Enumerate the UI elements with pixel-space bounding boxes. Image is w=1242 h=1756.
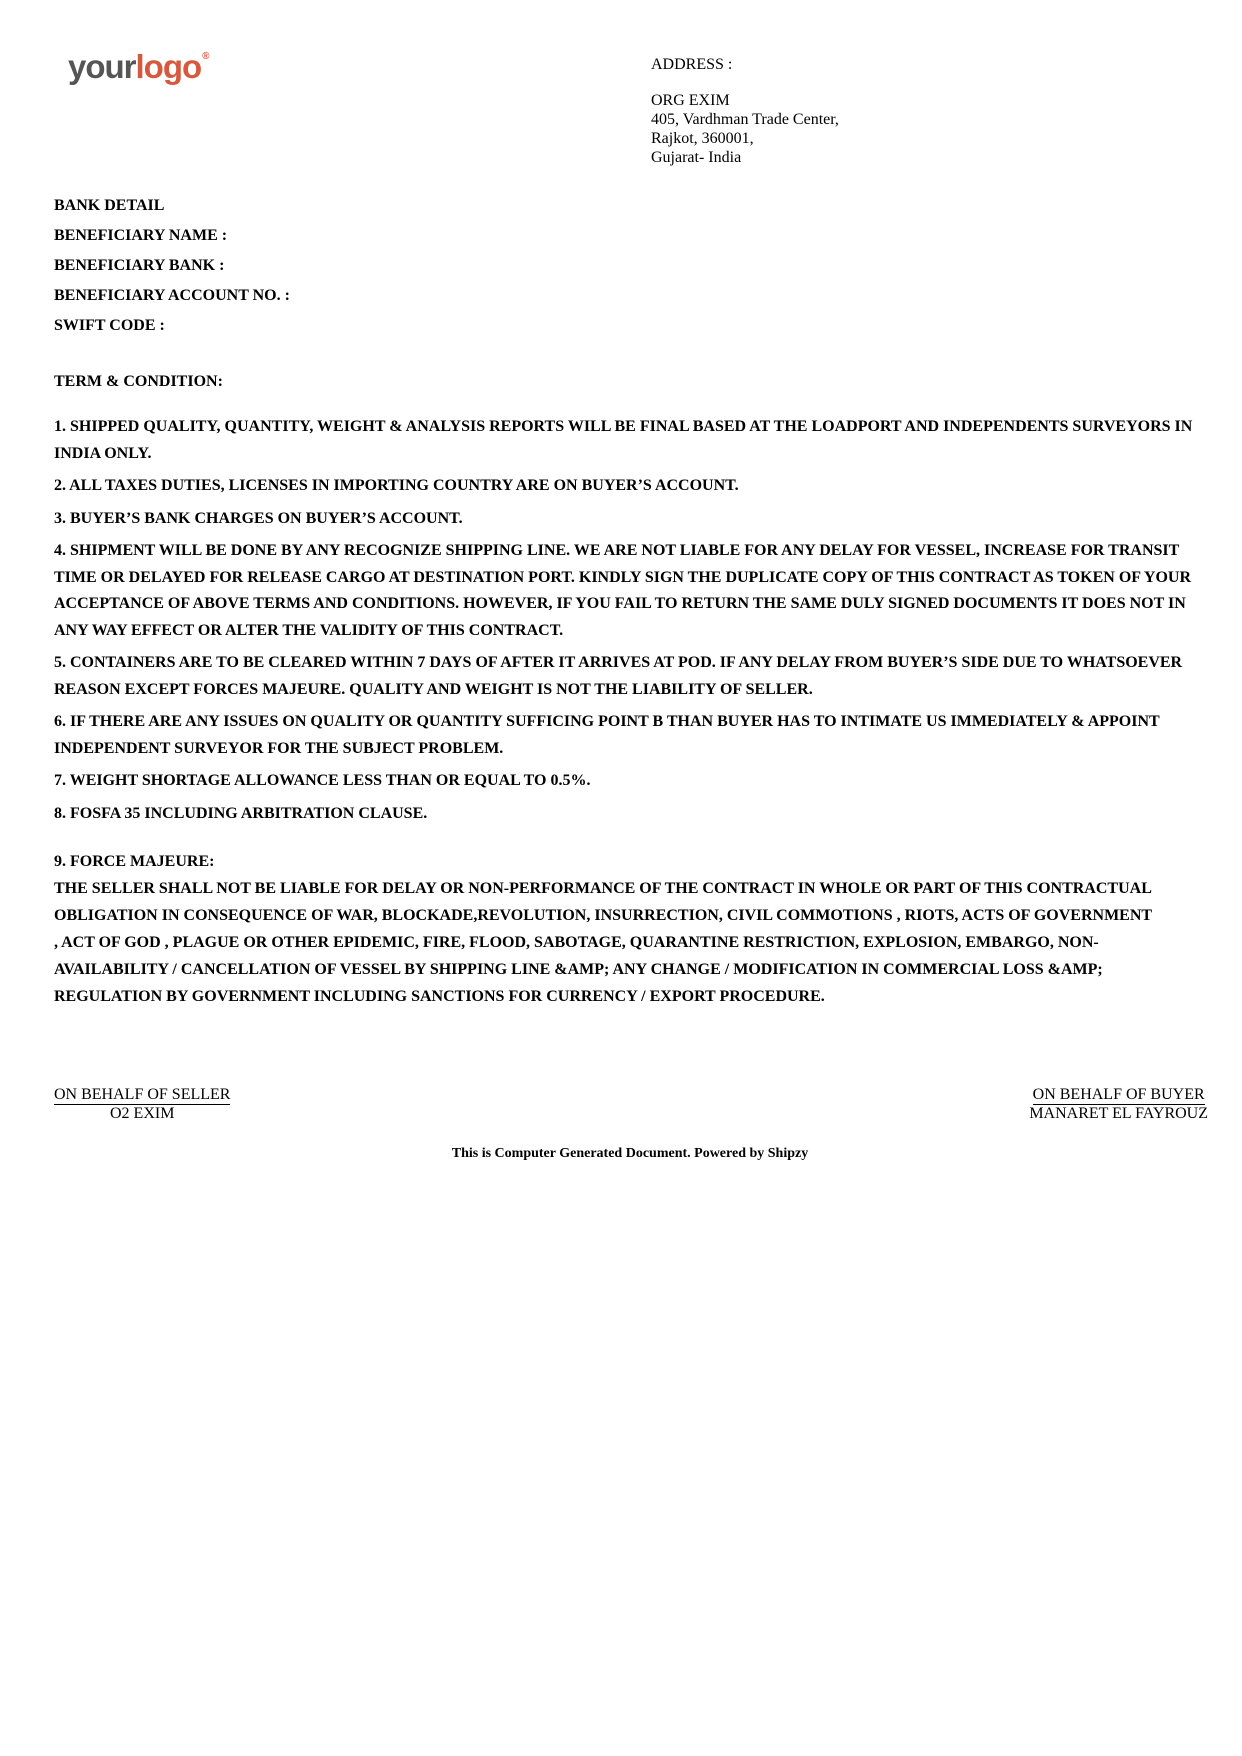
force-majeure-paragraph: , ACT OF GOD , PLAGUE OR OTHER EPIDEMIC, FIRE, FLOOD, SABOTAGE, QUARANTINE RESTRICTION, EXPLOSION, EMBARGO, NON-AVAILABILITY / CANCELLATION OF VESSEL BY SHIPPING LINE &AMP; ANY CHANGE / MODIFICATION IN COMMERCIAL LOSS &AMP; REGULATION BY GOVERNMENT INCLUDING SANCTIONS FOR CURRENCY / EXPORT PROCEDURE. (54, 934, 1103, 1005)
beneficiary-account-label: BENEFICIARY ACCOUNT NO. : (54, 287, 290, 304)
logo-word-your: your (68, 48, 136, 85)
bank-detail-title: BANK DETAIL (54, 197, 165, 214)
term-item: 3. BUYER’S BANK CHARGES ON BUYER’S ACCOUNT. (54, 509, 463, 527)
seller-signature-label: ON BEHALF OF SELLER (54, 1086, 231, 1103)
buyer-name: MANARET EL FAYROUZ (1029, 1105, 1208, 1122)
term-item: 1. SHIPPED QUALITY, QUANTITY, WEIGHT & ANALYSIS REPORTS WILL BE FINAL BASED AT THE LOADPORT AND INDEPENDENTS SURVEYORS IN INDIA ONLY. (54, 418, 1193, 462)
buyer-signature-label: ON BEHALF OF BUYER (1032, 1086, 1205, 1103)
registered-mark: ® (202, 51, 209, 62)
buyer-signature-block (1029, 1086, 1208, 1123)
address-line: Rajkot, 360001, (651, 130, 754, 147)
term-item: 6. IF THERE ARE ANY ISSUES ON QUALITY OR QUANTITY SUFFICING POINT B THAN BUYER HAS TO INTIMATE US IMMEDIATELY & APPOINT INDEPENDENT SURVEYOR FOR THE SUBJECT PROBLEM. (54, 713, 1160, 757)
address-line: Gujarat- India (651, 149, 742, 166)
address-block (651, 55, 839, 167)
term-item: 2. ALL TAXES DUTIES, LICENSES IN IMPORTING COUNTRY ARE ON BUYER’S ACCOUNT. (54, 477, 739, 494)
swift-code-label: SWIFT CODE : (54, 317, 165, 334)
terms-list (54, 414, 1204, 833)
footer-note: This is Computer Generated Document. Powered by Shipzy (451, 1146, 809, 1161)
beneficiary-name-label: BENEFICIARY NAME : (54, 227, 228, 244)
force-majeure-title: 9. FORCE MAJEURE: (54, 853, 215, 870)
force-majeure-section (54, 848, 1204, 1010)
force-majeure-paragraph: THE SELLER SHALL NOT BE LIABLE FOR DELAY OR NON-PERFORMANCE OF THE CONTRACT IN WHOLE OR PART OF THIS CONTRACTUAL OBLIGATION IN CONSEQUENCE OF WAR, BLOCKADE,REVOLUTION, INSURRECTION, CIVIL COMMOTIONS , RIOTS, ACTS OF GOVERNMENT (54, 880, 1153, 924)
term-item: 7. WEIGHT SHORTAGE ALLOWANCE LESS THAN OR EQUAL TO 0.5%. (54, 772, 591, 789)
company-logo (68, 50, 209, 83)
beneficiary-bank-label: BENEFICIARY BANK : (54, 257, 225, 274)
address-line: ORG EXIM (651, 92, 730, 109)
seller-name: O2 EXIM (110, 1105, 175, 1122)
terms-title: TERM & CONDITION: (54, 373, 223, 390)
address-line: 405, Vardhman Trade Center, (651, 111, 839, 128)
seller-signature-block (54, 1086, 230, 1123)
bank-detail-section (54, 196, 290, 346)
address-label: ADDRESS : (651, 56, 733, 73)
logo-word-logo: logo (135, 48, 202, 85)
term-item: 8. FOSFA 35 INCLUDING ARBITRATION CLAUSE. (54, 804, 428, 822)
term-item: 5. CONTAINERS ARE TO BE CLEARED WITHIN 7 DAYS OF AFTER IT ARRIVES AT POD. IF ANY DELAY FROM BUYER’S SIDE DUE TO WHATSOEVER REASON EXCEPT FORCES MAJEURE. QUALITY AND WEIGHT IS NOT THE LIABILITY OF SELLER. (54, 654, 1183, 698)
term-item: 4. SHIPMENT WILL BE DONE BY ANY RECOGNIZE SHIPPING LINE. WE ARE NOT LIABLE FOR ANY DELAY FOR VESSEL, INCREASE FOR TRANSIT TIME OR DELAYED FOR RELEASE CARGO AT DESTINATION PORT. KINDLY SIGN THE DUPLICATE COPY OF THIS CONTRACT AS TOKEN OF YOUR ACCEPTANCE OF ABOVE TERMS AND CONDITIONS. HOWEVER, IF YOU FAIL TO RETURN THE SAME DULY SIGNED DOCUMENTS IT DOES NOT IN ANY WAY EFFECT OR ALTER THE VALIDITY OF THIS CONTRACT. (54, 542, 1191, 639)
